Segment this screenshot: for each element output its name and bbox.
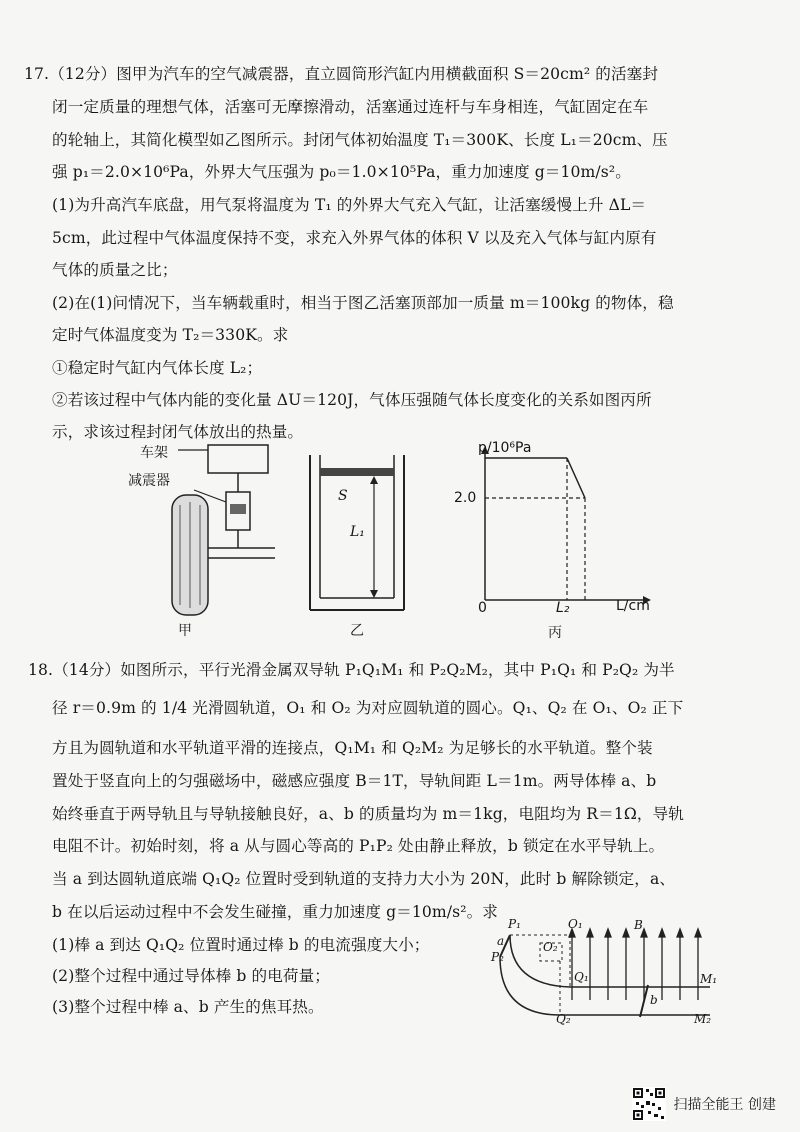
label-o2: O₂ xyxy=(543,940,558,954)
q18-line: (1)棒 a 到达 Q₁Q₂ 位置时通过棒 b 的电流强度大小； xyxy=(52,936,430,954)
damper-label: 减震器 xyxy=(128,473,170,489)
frame-label: 车架 xyxy=(140,445,168,461)
qr-code-icon xyxy=(632,1087,666,1121)
origin-label: 0 xyxy=(478,600,487,616)
label-o1: O₁ xyxy=(568,917,583,931)
q17-line: 17.（12分）图甲为汽车的空气减震器，直立圆筒形汽缸内用横截面积 S＝20cm² 的活塞封 xyxy=(24,65,659,83)
label-b-field: B xyxy=(634,918,643,932)
q17-line: ①稳定时气缸内气体长度 L₂； xyxy=(52,359,263,377)
figure-yi-caption: 乙 xyxy=(350,623,364,639)
q18-line: 径 r＝0.9m 的 1/4 光滑圆轨道，O₁ 和 O₂ 为对应圆轨道的圆心。Q₁、Q₂ 在 O₁、O₂ 正下 xyxy=(52,699,684,717)
label-p2: P₂ xyxy=(491,950,504,964)
q18-line: (3)整个过程中棒 a、b 产生的焦耳热。 xyxy=(52,998,324,1016)
y-tick-label: 2.0 xyxy=(454,490,477,506)
label-rod-b: b xyxy=(650,993,658,1007)
q18-line: 电阻不计。初始时刻，将 a 从与圆心等高的 P₁P₂ 处由静止释放，b 锁定在水平导轨上。 xyxy=(52,837,665,855)
label-rod-a: a xyxy=(497,934,505,948)
scanner-watermark: 扫描全能王 创建 xyxy=(673,1097,776,1113)
q18-line: (2)整个过程中通过导体棒 b 的电荷量； xyxy=(52,967,330,985)
q17-line: 强 p₁＝2.0×10⁶Pa，外界大气压强为 p₀＝1.0×10⁵Pa，重力加速度 g＝10m/s²。 xyxy=(52,163,631,181)
q18-line: b 在以后运动过程中不会发生碰撞，重力加速度 g＝10m/s²。求 xyxy=(52,903,498,921)
x-axis-label: L/cm xyxy=(616,598,650,614)
q18-line: 当 a 到达圆轨道底端 Q₁Q₂ 位置时受到轨道的支持力大小为 20N，此时 b 解除锁定，a、 xyxy=(52,870,676,888)
q17-line: 定时气体温度变为 T₂＝330K。求 xyxy=(52,326,289,344)
rails-diagram xyxy=(480,915,720,1035)
q17-line: 气体的质量之比； xyxy=(52,261,178,279)
label-p1: P₁ xyxy=(508,917,521,931)
q17-line: 5cm，此过程中气体温度保持不变，求充入外界气体的体积 V 以及充入气体与缸内原有 xyxy=(52,229,657,247)
length-label: L₁ xyxy=(350,524,365,540)
label-m2: M₂ xyxy=(694,1012,712,1026)
pressure-length-graph xyxy=(455,440,655,620)
q18-line: 始终垂直于两导轨且与导轨接触良好，a、b 的质量均为 m＝1kg，电阻均为 R＝1Ω，导轨 xyxy=(52,805,684,823)
q18-line: 方且为圆轨道和水平轨道平滑的连接点，Q₁M₁ 和 Q₂M₂ 为足够长的水平轨道。整个装 xyxy=(52,739,653,757)
q17-line: 的轮轴上，其简化模型如乙图所示。封闭气体初始温度 T₁＝300K、长度 L₁＝20cm、压 xyxy=(52,131,668,149)
area-label: S xyxy=(338,488,348,504)
q18-line: 18.（14分）如图所示，平行光滑金属双导轨 P₁Q₁M₁ 和 P₂Q₂M₂，其中 P₁Q₁ 和 P₂Q₂ 为半 xyxy=(28,661,675,679)
q18-line: 置处于竖直向上的匀强磁场中，磁感应强度 B＝1T，导轨间距 L＝1m。两导体棒 a、b xyxy=(52,772,657,790)
x-tick-label: L₂ xyxy=(556,600,570,616)
y-axis-label: p/10⁶Pa xyxy=(478,440,532,456)
shock-absorber-diagram xyxy=(120,440,280,625)
scanner-footer xyxy=(632,1087,776,1121)
label-m1: M₁ xyxy=(700,972,718,986)
q17-line: 示，求该过程封闭气体放出的热量。 xyxy=(52,423,304,441)
q17-line: ②若该过程中气体内能的变化量 ΔU＝120J，气体压强随气体长度变化的关系如图丙所 xyxy=(52,391,652,409)
label-q1: Q₁ xyxy=(574,970,589,984)
q17-line: 闭一定质量的理想气体，活塞可无摩擦滑动，活塞通过连杆与车身相连，气缸固定在车 xyxy=(52,98,649,116)
q17-line: (1)为升高汽车底盘，用气泵将温度为 T₁ 的外界大气充入气缸，让活塞缓慢上升 ΔL＝ xyxy=(52,196,647,214)
figure-jia-caption: 甲 xyxy=(178,623,192,639)
label-q2: Q₂ xyxy=(556,1012,571,1026)
q17-line: (2)在(1)问情况下，当车辆载重时，相当于图乙活塞顶部加一质量 m＝100kg 的物体，稳 xyxy=(52,294,674,312)
figure-bing-caption: 丙 xyxy=(548,625,562,641)
